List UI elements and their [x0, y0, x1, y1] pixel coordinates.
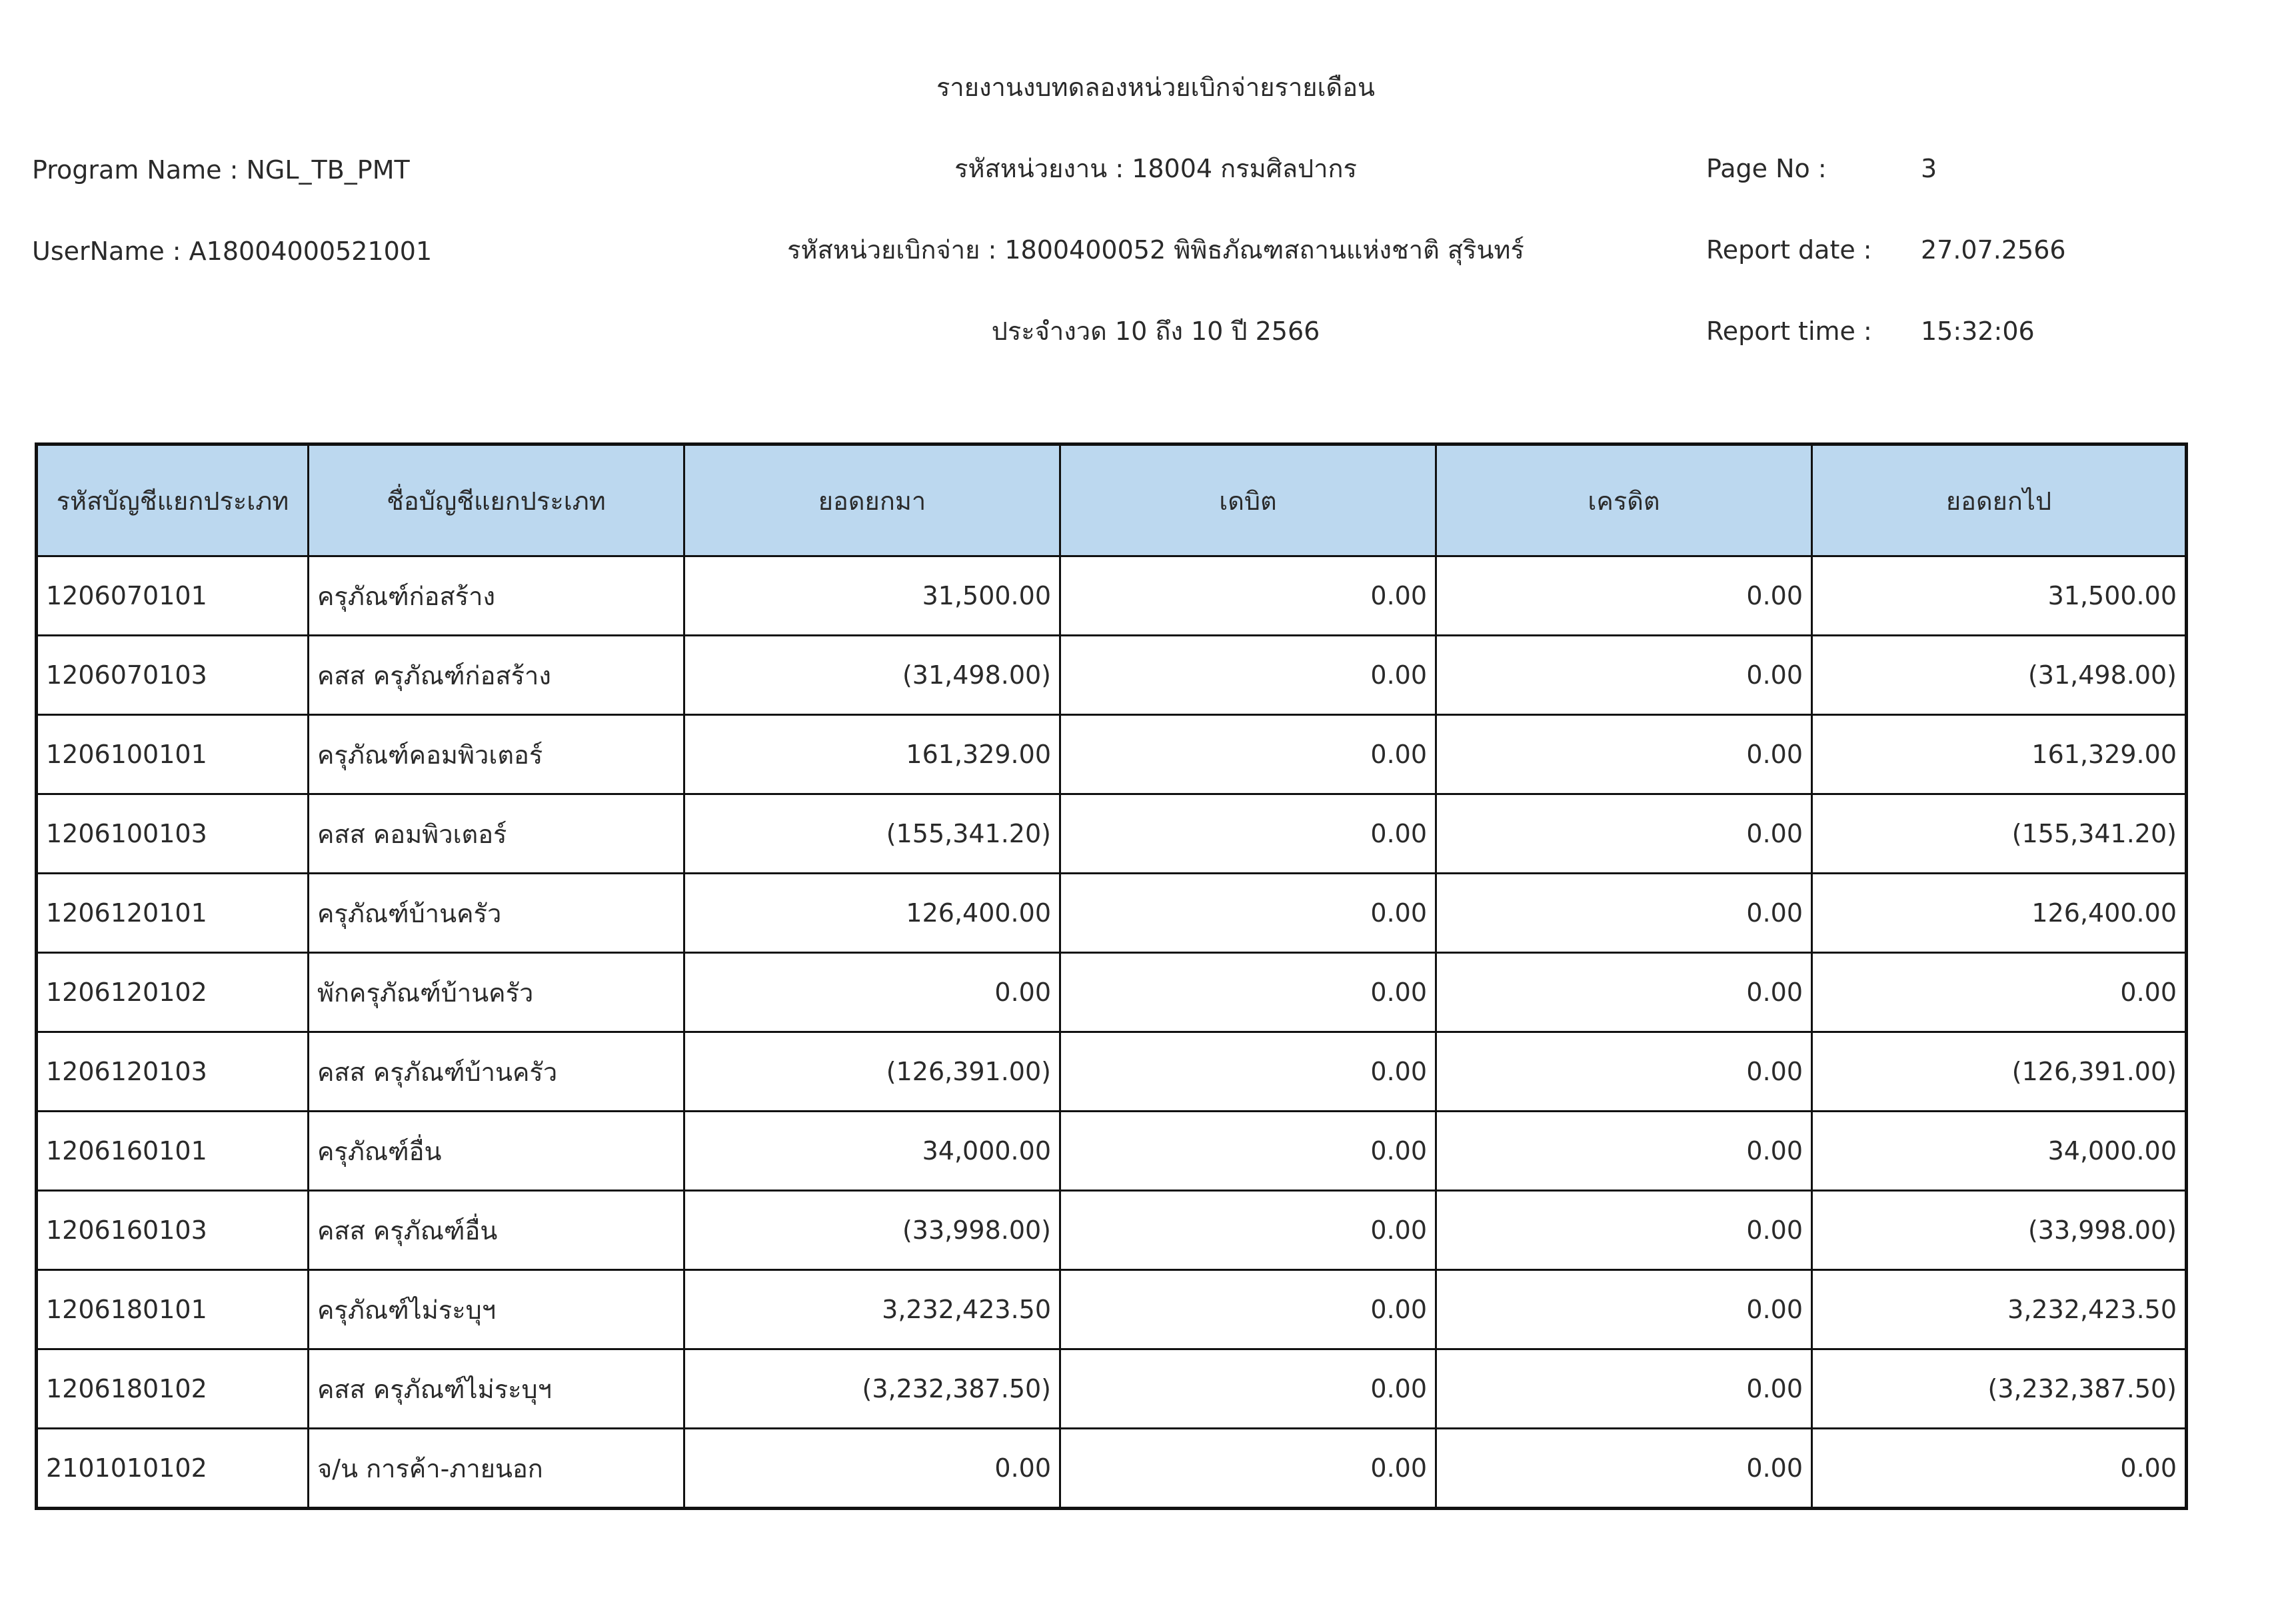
cell-debit: 0.00 — [1060, 874, 1436, 953]
cell-credit: 0.00 — [1436, 715, 1812, 794]
table-row — [37, 1270, 2187, 1349]
cell-closing-balance: (155,341.20) — [1812, 794, 2187, 874]
cell-closing-balance: (126,391.00) — [1812, 1032, 2187, 1112]
cell-account-code: 2101010102 — [37, 1429, 309, 1509]
page-no-value: 3 — [1921, 154, 1937, 183]
cell-opening-balance: (31,498.00) — [684, 636, 1060, 715]
cell-credit: 0.00 — [1436, 794, 1812, 874]
cell-account-name: คสส ครุภัณฑ์ไม่ระบุฯ — [309, 1349, 684, 1429]
table-row — [37, 1349, 2187, 1429]
cell-account-code: 1206160101 — [37, 1112, 309, 1191]
cell-account-code: 1206180102 — [37, 1349, 309, 1429]
cell-account-name: คสส ครุภัณฑ์อื่น — [309, 1191, 684, 1270]
cell-closing-balance: 3,232,423.50 — [1812, 1270, 2187, 1349]
cell-debit: 0.00 — [1060, 1112, 1436, 1191]
trial-balance-table — [35, 442, 2188, 1510]
table-row — [37, 794, 2187, 874]
cell-opening-balance: (126,391.00) — [684, 1032, 1060, 1112]
cell-closing-balance: 34,000.00 — [1812, 1112, 2187, 1191]
table-row — [37, 874, 2187, 953]
table-row — [37, 953, 2187, 1032]
cell-debit: 0.00 — [1060, 1191, 1436, 1270]
report-period: ประจำงวด 10 ถึง 10 ปี 2566 — [991, 317, 1320, 346]
cell-debit: 0.00 — [1060, 953, 1436, 1032]
cell-debit: 0.00 — [1060, 715, 1436, 794]
table-row — [37, 715, 2187, 794]
cell-credit: 0.00 — [1436, 1191, 1812, 1270]
cell-account-code: 1206100103 — [37, 794, 309, 874]
cell-account-name: ครุภัณฑ์อื่น — [309, 1112, 684, 1191]
cell-credit: 0.00 — [1436, 1112, 1812, 1191]
cell-closing-balance: 0.00 — [1812, 953, 2187, 1032]
username: UserName : A18004000521001 — [32, 237, 433, 266]
program-name: Program Name : NGL_TB_PMT — [32, 155, 410, 185]
cell-debit: 0.00 — [1060, 636, 1436, 715]
cell-credit: 0.00 — [1436, 1429, 1812, 1509]
disbursement-unit: รหัสหน่วยเบิกจ่าย : 1800400052 พิพิธภัณฑสถานแห่งชาติ สุรินทร์ — [787, 235, 1524, 265]
cell-opening-balance: (155,341.20) — [684, 794, 1060, 874]
cell-debit: 0.00 — [1060, 1270, 1436, 1349]
cell-opening-balance: 0.00 — [684, 1429, 1060, 1509]
report-time-value: 15:32:06 — [1921, 317, 2035, 346]
cell-account-code: 1206120101 — [37, 874, 309, 953]
cell-account-name: คสส คอมพิวเตอร์ — [309, 794, 684, 874]
header-credit: เครดิต — [1436, 444, 1812, 556]
cell-opening-balance: (3,232,387.50) — [684, 1349, 1060, 1429]
cell-debit: 0.00 — [1060, 1349, 1436, 1429]
header-opening-balance: ยอดยกมา — [684, 444, 1060, 556]
table-header-row — [37, 444, 2187, 556]
cell-closing-balance: (3,232,387.50) — [1812, 1349, 2187, 1429]
cell-account-name: ครุภัณฑ์ก่อสร้าง — [309, 556, 684, 636]
cell-account-name: คสส ครุภัณฑ์ก่อสร้าง — [309, 636, 684, 715]
cell-opening-balance: 3,232,423.50 — [684, 1270, 1060, 1349]
report-title: รายงานงบทดลองหน่วยเบิกจ่ายรายเดือน — [936, 73, 1376, 102]
table-row — [37, 1032, 2187, 1112]
cell-account-name: ครุภัณฑ์คอมพิวเตอร์ — [309, 715, 684, 794]
table-row — [37, 636, 2187, 715]
cell-closing-balance: (33,998.00) — [1812, 1191, 2187, 1270]
cell-account-code: 1206180101 — [37, 1270, 309, 1349]
cell-credit: 0.00 — [1436, 874, 1812, 953]
cell-account-name: คสส ครุภัณฑ์บ้านครัว — [309, 1032, 684, 1112]
cell-debit: 0.00 — [1060, 794, 1436, 874]
cell-credit: 0.00 — [1436, 953, 1812, 1032]
cell-opening-balance: (33,998.00) — [684, 1191, 1060, 1270]
page-no-label: Page No : — [1706, 154, 1827, 183]
cell-closing-balance: (31,498.00) — [1812, 636, 2187, 715]
agency-code: รหัสหน่วยงาน : 18004 กรมศิลปากร — [954, 154, 1357, 183]
cell-opening-balance: 31,500.00 — [684, 556, 1060, 636]
cell-debit: 0.00 — [1060, 556, 1436, 636]
cell-account-name: พักครุภัณฑ์บ้านครัว — [309, 953, 684, 1032]
header-account-name: ชื่อบัญชีแยกประเภท — [309, 444, 684, 556]
cell-closing-balance: 0.00 — [1812, 1429, 2187, 1509]
cell-debit: 0.00 — [1060, 1032, 1436, 1112]
cell-closing-balance: 126,400.00 — [1812, 874, 2187, 953]
cell-opening-balance: 126,400.00 — [684, 874, 1060, 953]
cell-account-code: 1206160103 — [37, 1191, 309, 1270]
cell-credit: 0.00 — [1436, 556, 1812, 636]
header-closing-balance: ยอดยกไป — [1812, 444, 2187, 556]
table-row — [37, 556, 2187, 636]
cell-closing-balance: 31,500.00 — [1812, 556, 2187, 636]
report-time-label: Report time : — [1706, 317, 1872, 346]
cell-credit: 0.00 — [1436, 1270, 1812, 1349]
cell-account-name: จ/น การค้า-ภายนอก — [309, 1429, 684, 1509]
cell-account-name: ครุภัณฑ์ไม่ระบุฯ — [309, 1270, 684, 1349]
cell-account-code: 1206070101 — [37, 556, 309, 636]
cell-account-code: 1206070103 — [37, 636, 309, 715]
cell-debit: 0.00 — [1060, 1429, 1436, 1509]
cell-credit: 0.00 — [1436, 636, 1812, 715]
cell-account-code: 1206120102 — [37, 953, 309, 1032]
table-row — [37, 1191, 2187, 1270]
header-account-code: รหัสบัญชีแยกประเภท — [37, 444, 309, 556]
report-date-value: 27.07.2566 — [1921, 235, 2066, 265]
cell-opening-balance: 0.00 — [684, 953, 1060, 1032]
table-row — [37, 1429, 2187, 1509]
cell-account-code: 1206120103 — [37, 1032, 309, 1112]
header-debit: เดบิต — [1060, 444, 1436, 556]
cell-credit: 0.00 — [1436, 1349, 1812, 1429]
cell-opening-balance: 34,000.00 — [684, 1112, 1060, 1191]
cell-opening-balance: 161,329.00 — [684, 715, 1060, 794]
cell-credit: 0.00 — [1436, 1032, 1812, 1112]
table-row — [37, 1112, 2187, 1191]
report-date-label: Report date : — [1706, 235, 1872, 265]
cell-account-code: 1206100101 — [37, 715, 309, 794]
cell-closing-balance: 161,329.00 — [1812, 715, 2187, 794]
cell-account-name: ครุภัณฑ์บ้านครัว — [309, 874, 684, 953]
